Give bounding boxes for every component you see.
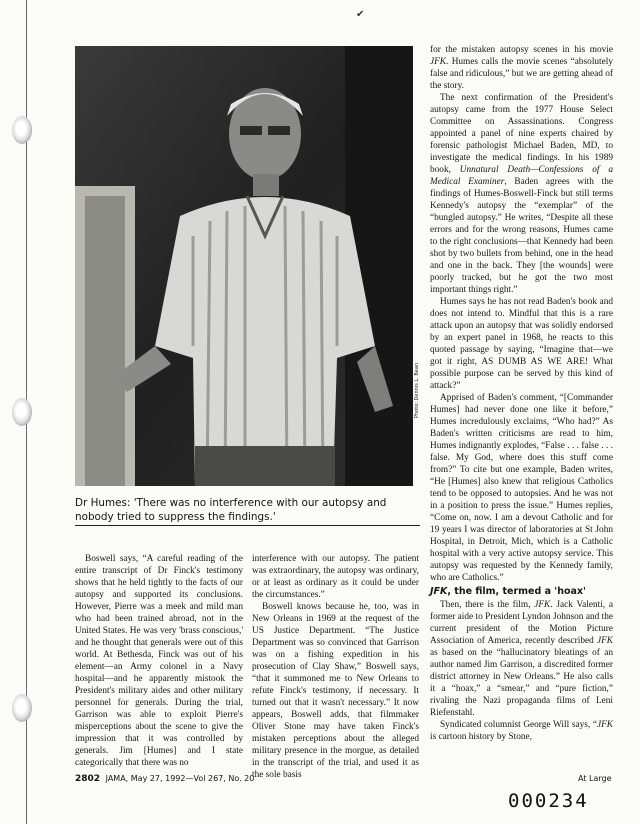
section-heading: JFK, the film, termed a 'hoax' <box>430 586 586 597</box>
punch-hole-top <box>12 116 32 144</box>
punch-hole-bottom <box>12 694 32 722</box>
paragraph: for the mistaken autopsy scenes in his movie JFK. Humes calls the movie scenes “absolutely false and ridiculous,” but we are getting ahead of the story. <box>430 45 613 91</box>
photo-dr-humes <box>75 46 413 486</box>
paragraph: Boswell says, “A careful reading of the entire transcript of Dr Finck's testimony shows that he held tightly to the facts of our autopsy and supported its conclusions. However, Pierre was a meek and mild man who had been trained abroad, not in the United States. He was very 'brass conscious,' and he thought that generals were out of this world. At Bethesda, Finck was out of his element—an Army colonel in a Navy hospital—and he apparently mistook the President's military aides and other military personnel for generals. During the trial, Garrison was able to exploit Pierre's misperceptions about the scene to give the impression that it was controlled by generals. Jim [Humes] and I state categorically that there was no <box>75 554 243 768</box>
paragraph: Boswell knows because he, too, was in New Orleans in 1969 at the request of the US Justice Department. “The Justice Department was so convinced that Garrison was on a fishing expedition in his prosecution of Clay Shaw,” Boswell says, “that it summoned me to New Orleans to refute Finck's testimony, if necessary. It turned out that it wasn't necessary.” It now appears, Boswell adds, that filmmaker Oliver Stone may have taken Finck's mistaken perceptions about the alleged military presence in the morgue, as detailed in the transcript of the trial, and used it as the sole basis <box>252 602 419 780</box>
page-footer <box>75 774 254 784</box>
caption-rule <box>75 525 420 526</box>
article-column-3 <box>430 44 613 743</box>
article-column-2 <box>252 553 419 781</box>
paragraph: Syndicated columnist George Will says, “JFK is cartoon history by Stone, <box>430 720 613 742</box>
paragraph: interference with our autopsy. The patient was extraordinary, the autopsy was ordinary, or at least as ordinary as it could be under the circumstances.” <box>252 554 419 600</box>
paragraph: Humes says he has not read Baden's book and does not intend to. Mindful that this is a rare attack upon an autopsy that was solidly endorsed by an expert panel in 1968, he reacts to this quoted passage by saying, “Imagine that—we got it right, AS DUMB AS WE ARE! What possible purpose can be served by this kind of attack?” <box>430 297 613 391</box>
article-column-1 <box>75 553 243 769</box>
journal-citation: JAMA, May 27, 1992—Vol 267, No. 20 <box>105 774 255 783</box>
photo-credit: Photo: Dennis L. Bean <box>414 362 420 418</box>
punch-hole-middle <box>12 398 32 426</box>
section-label: At Large <box>578 774 612 783</box>
paragraph: Apprised of Baden's comment, “[Commander Humes] had never done one like it before,” Humes incredulously exclaims, “Who had?” As Baden's written criticisms are read to him, Humes indignantly explodes, “False . . . false . . . false. My God, where does this stuff come from?” To cite but one example, Baden writes, “He [Humes] also knew that religious Catholics tend to be opposed to autopsies. And he was not in a position to press the issue.” Humes replies, “Come on, now. I am a devout Catholic and for 19 years I was director of laboratories at St John Hospital, in Detroit, Mich, which is a Catholic hospital with a very active autopsy service. This autopsy was requested by the Kennedy family, who are Catholics.” <box>430 393 613 583</box>
document-stamp-number: 000234 <box>508 790 589 812</box>
paragraph: The next confirmation of the President's autopsy came from the 1977 House Select Committee on Assassinations. Congress appointed a panel of nine experts chaired by forensic pathologist Michael Baden, MD, to investigate the medical findings. In his 1989 book, Unnatural Death—Confessions of a Medical Examiner, Baden agrees with the findings of Humes-Boswell-Finck but still terms Kennedy's autopsy the “exemplar” of the “bungled autopsy.” He writes, “Despite all these errors and for the wrong reasons, Humes came to the right conclusions—that Kennedy had been shot by two bullets from behind, one in the head and one in the back. They [the wounds] were poorly tracked, but he got the two most important things right.” <box>430 93 613 295</box>
page-number: 2802 <box>75 774 101 784</box>
photo-caption: Dr Humes: 'There was no interference with our autopsy and nobody tried to suppress the findings.' <box>75 497 387 523</box>
man-portrait-photo-icon <box>75 46 413 486</box>
scan-mark: ✔ <box>356 9 365 20</box>
paragraph: Then, there is the film, JFK. Jack Valenti, a former aide to President Lyndon Johnson and the current president of the Motion Picture Association of America, recently described JFK as based on the “hallucinatory bleatings of an author named Jim Garrison, a discredited former district attorney in New Orleans.” He also calls it a “hoax,” a “smear,” and “pure fiction,” rivaling the Nazi propaganda films of Leni Riefenstahl. <box>430 600 613 718</box>
